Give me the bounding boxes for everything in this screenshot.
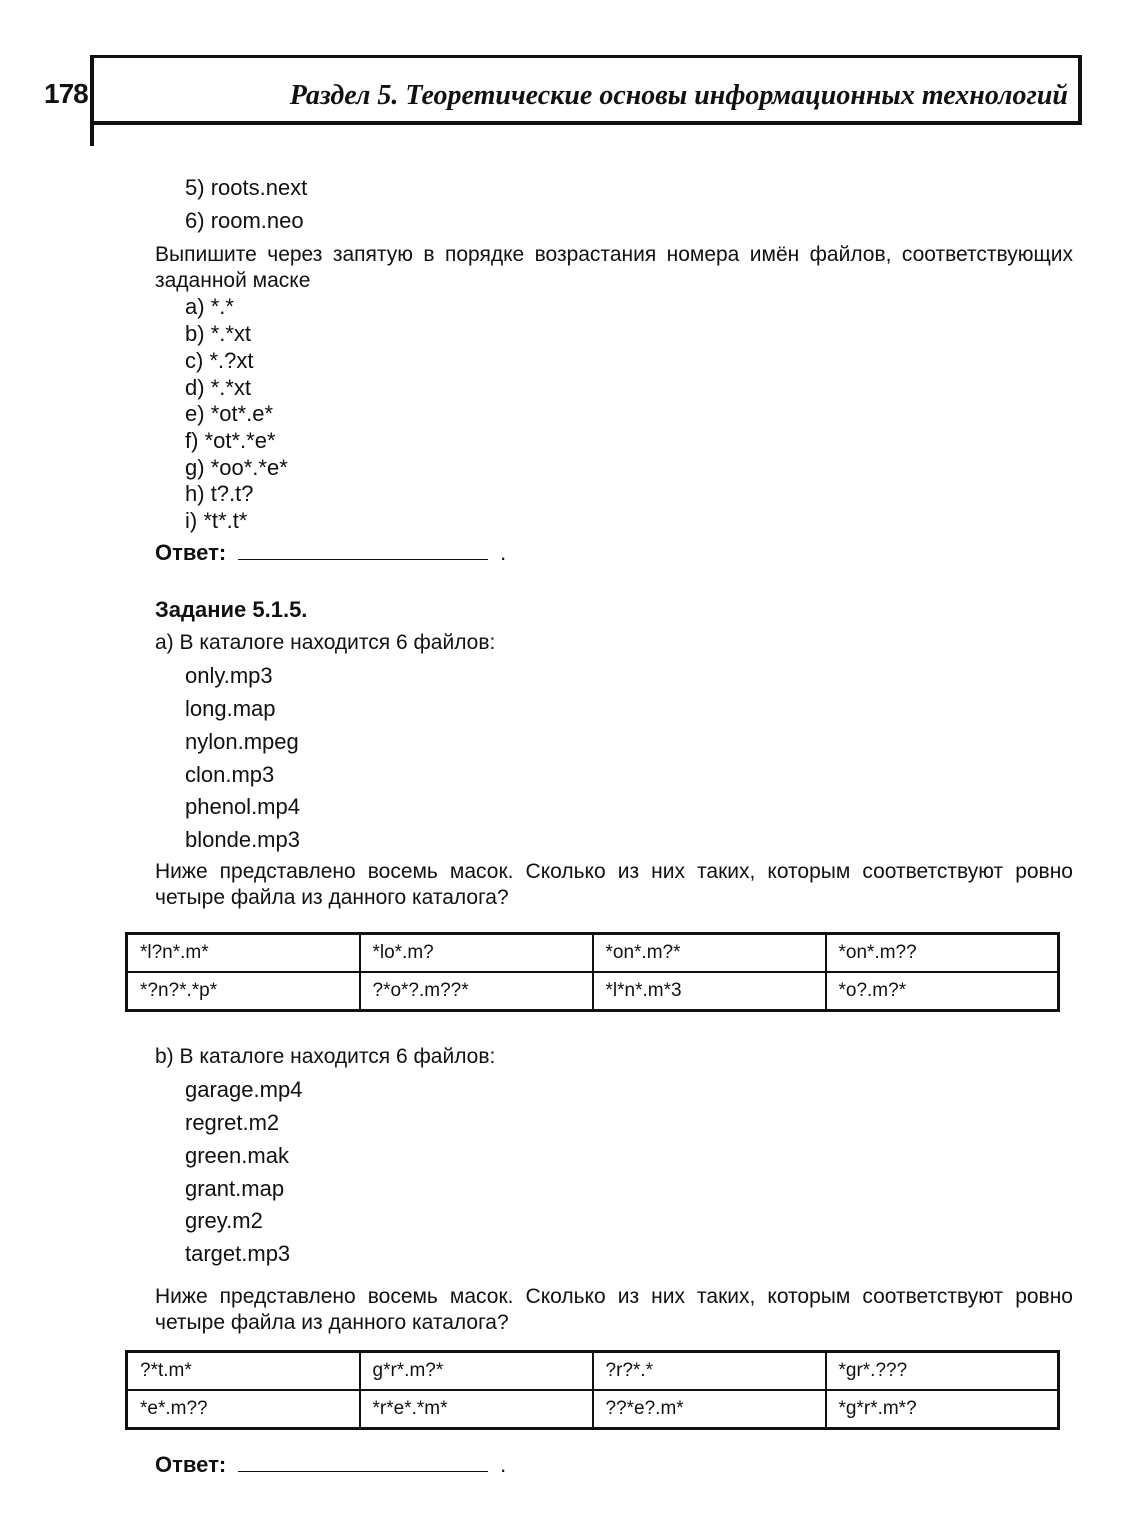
- mask-cell: ??*e?.m*: [593, 1390, 826, 1429]
- file-item: only.mp3: [185, 663, 273, 688]
- page-number: 178: [44, 78, 88, 109]
- header-divider: [90, 122, 94, 146]
- mask-item: g) *oo*.*e*: [185, 455, 288, 480]
- table-row: [127, 1390, 1059, 1429]
- mask-cell: *o?.m?*: [826, 972, 1059, 1011]
- answer-label: Ответ:: [155, 1452, 227, 1477]
- mask-item: c) *.?xt: [185, 348, 254, 373]
- mask-cell: g*r*.m?*: [360, 1352, 593, 1391]
- part-b-intro: b) В каталоге находится 6 файлов:: [155, 1045, 496, 1068]
- answer-blank[interactable]: [238, 1453, 488, 1472]
- mask-item: i) *t*.t*: [185, 508, 248, 533]
- file-item: green.mak: [185, 1143, 289, 1168]
- file-item: grey.m2: [185, 1208, 263, 1233]
- mask-cell: *r*e*.*m*: [360, 1390, 593, 1429]
- section-header: [90, 55, 1082, 125]
- mask-cell: *l*n*.m*3: [593, 972, 826, 1011]
- mask-cell: ?*o*?.m??*: [360, 972, 593, 1011]
- table-row: [127, 972, 1059, 1011]
- mask-cell: ?*t.m*: [127, 1352, 360, 1391]
- instruction-text: Выпишите через запятую в порядке возрастания номера имён файлов, соответствующих заданной маске: [155, 243, 1073, 292]
- answer-line-2: Ответ: .: [155, 1452, 507, 1477]
- file-item: phenol.mp4: [185, 794, 300, 819]
- file-item: clon.mp3: [185, 762, 275, 787]
- file-item: garage.mp4: [185, 1077, 303, 1102]
- file-item: long.map: [185, 696, 276, 721]
- mask-cell: *e*.m??: [127, 1390, 360, 1429]
- mask-item: f) *ot*.*e*: [185, 428, 276, 453]
- file-item: nylon.mpeg: [185, 729, 299, 754]
- list-item: 5) roots.next: [185, 175, 308, 200]
- task-title: Задание 5.1.5.: [155, 597, 308, 622]
- mask-item: d) *.*xt: [185, 375, 252, 400]
- part-a-intro: a) В каталоге находится 6 файлов:: [155, 631, 496, 654]
- mask-item: a) *.*: [185, 294, 234, 319]
- file-item: grant.map: [185, 1176, 285, 1201]
- answer-label: Ответ:: [155, 540, 227, 565]
- mask-item: e) *ot*.e*: [185, 401, 274, 426]
- mask-cell: *g*r*.m*?: [826, 1390, 1059, 1429]
- table-row: [127, 1352, 1059, 1391]
- file-item: regret.m2: [185, 1110, 280, 1135]
- mask-item: b) *.*xt: [185, 321, 252, 346]
- mask-cell: *on*.m?*: [593, 934, 826, 973]
- part-b-question: Ниже представлено восемь масок. Сколько из них таких, которым соответствуют ровно четыре файла из данного каталога?: [155, 1285, 1073, 1334]
- mask-table-b: [125, 1350, 1060, 1430]
- answer-blank[interactable]: [238, 541, 488, 560]
- file-item: blonde.mp3: [185, 827, 300, 852]
- mask-table-a: [125, 932, 1060, 1012]
- mask-cell: *?n?*.*p*: [127, 972, 360, 1011]
- mask-item: h) t?.t?: [185, 481, 254, 506]
- section-title: Раздел 5. Теоретические основы информационных технологий: [289, 80, 1068, 111]
- part-a-question: Ниже представлено восемь масок. Сколько из них таких, которым соответствуют ровно четыре файла из данного каталога?: [155, 860, 1073, 909]
- list-item: 6) room.neo: [185, 208, 304, 233]
- table-row: [127, 934, 1059, 973]
- mask-cell: ?r?*.*: [593, 1352, 826, 1391]
- answer-line-1: Ответ: .: [155, 540, 507, 565]
- mask-cell: *l?n*.m*: [127, 934, 360, 973]
- file-item: target.mp3: [185, 1241, 291, 1266]
- mask-cell: *lo*.m?: [360, 934, 593, 973]
- mask-cell: *on*.m??: [826, 934, 1059, 973]
- mask-cell: *gr*.???: [826, 1352, 1059, 1391]
